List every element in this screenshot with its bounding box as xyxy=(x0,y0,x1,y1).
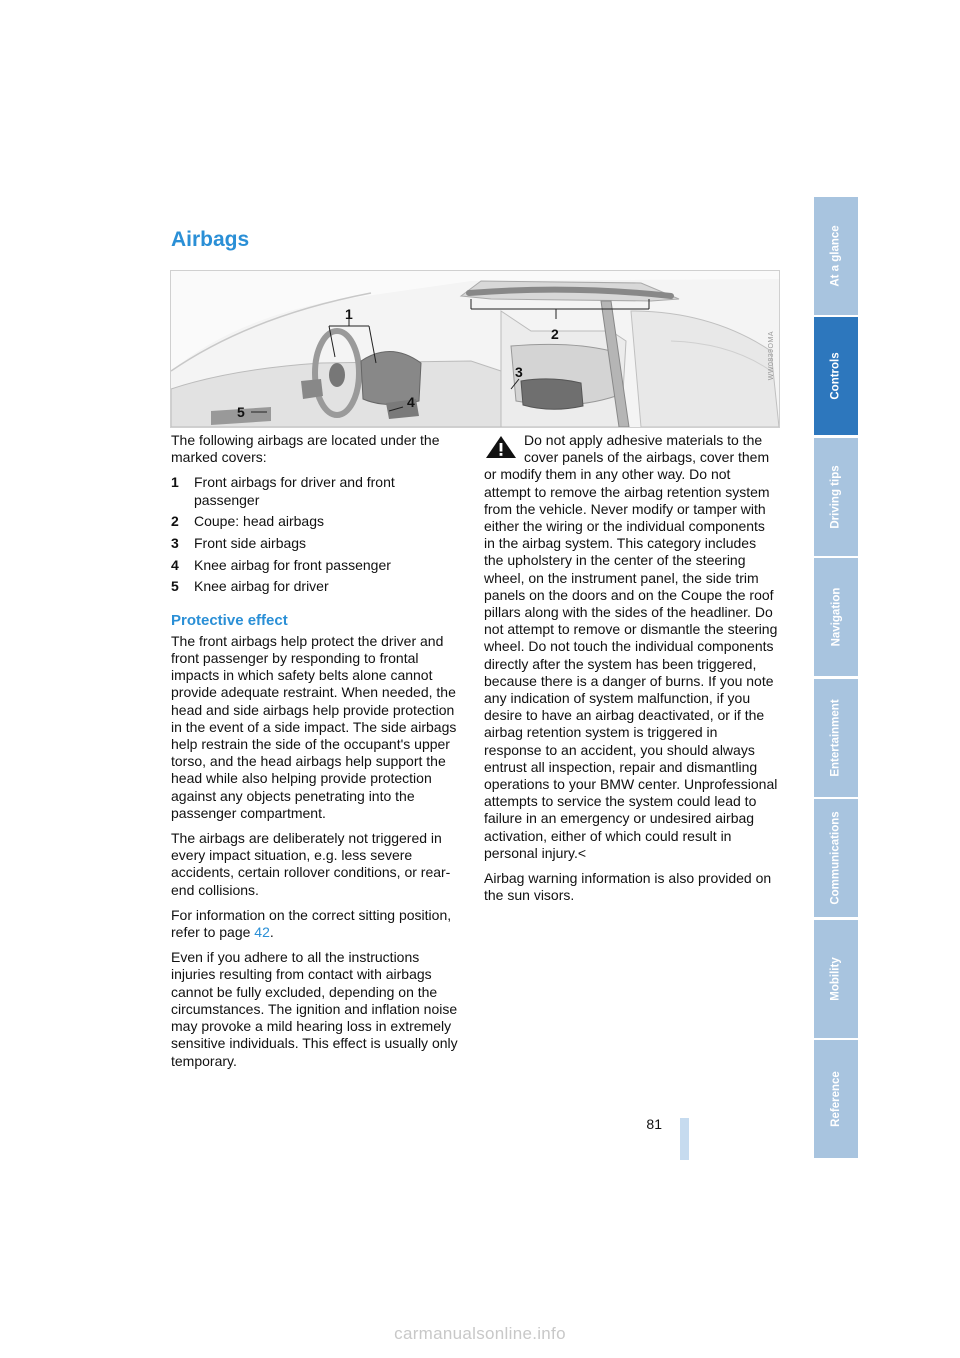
tab-navigation[interactable]: Navigation xyxy=(814,558,858,676)
tab-entertainment[interactable]: Entertainment xyxy=(814,679,858,797)
airbag-list xyxy=(171,474,463,595)
intro-paragraph: The following airbags are located under the marked covers: xyxy=(171,432,440,466)
tab-controls[interactable]: Controls xyxy=(814,317,858,435)
page-link[interactable]: 42 xyxy=(254,924,270,941)
airbag-locations-figure xyxy=(170,270,780,428)
body-paragraph: For information on the correct sitting position, refer to page 42. xyxy=(171,906,452,941)
list-item: 2 Coupe: head airbags xyxy=(171,513,324,530)
page-number-bar xyxy=(680,1118,689,1160)
figure-code: WW0839OMA xyxy=(768,331,775,381)
body-paragraph: Airbag warning information is also provided on the sun visors. xyxy=(484,870,772,904)
body-paragraph: The front airbags help protect the driver and front passenger by responding to frontal impacts in which safety belts alone cannot provide adequate restraint. When needed, the head and side airbags help provide protection in the event of a side impact. The side airbags help restrain the side of the occupant's upper torso, and the head airbags help support the head while also helping provide protection against any objects penetrating into the passenger compartment. xyxy=(171,632,457,821)
tab-reference[interactable]: Reference xyxy=(814,1040,858,1158)
body-paragraph: The airbags are deliberately not triggered in every impact situation, e.g. less severe accidents, certain rollover conditions, or rear-end collisions. xyxy=(171,830,451,898)
callout-3: 3 xyxy=(515,364,523,380)
list-item: 4 Knee airbag for front passenger xyxy=(171,556,391,573)
tab-driving-tips[interactable]: Driving tips xyxy=(814,438,858,556)
end-of-warning-marker: < xyxy=(577,844,587,861)
section-heading: Protective effect xyxy=(171,611,288,629)
list-item: 1 Front airbags for driver and front passenger xyxy=(171,474,395,508)
warning-triangle-icon xyxy=(484,434,518,460)
footer-watermark: carmanualsonline.info xyxy=(394,1324,566,1343)
chapter-sidebar xyxy=(814,197,858,1160)
callout-5: 5 xyxy=(237,404,245,420)
tab-communications[interactable]: Communications xyxy=(814,799,858,917)
left-column xyxy=(171,432,463,1078)
list-item: 5 Knee airbag for driver xyxy=(171,578,329,595)
car-interior-illustration xyxy=(171,271,779,427)
list-item: 3 Front side airbags xyxy=(171,535,307,552)
tab-mobility[interactable]: Mobility xyxy=(814,920,858,1038)
tab-at-a-glance[interactable]: At a glance xyxy=(814,197,858,315)
callout-2: 2 xyxy=(551,326,559,342)
callout-1: 1 xyxy=(345,306,353,322)
page-number: 81 xyxy=(646,1116,662,1132)
callout-4: 4 xyxy=(407,394,415,410)
page-title: Airbags xyxy=(171,228,250,251)
right-column xyxy=(484,432,778,912)
body-paragraph: Even if you adhere to all the instructions injuries resulting from contact with airbags cannot be fully excluded, depending on the circumstances. The ignition and inflation noise may provoke a mild hearing loss in extremely sensitive individuals. This effect is usually only temporary. xyxy=(171,949,458,1069)
warning-paragraph: Do not apply adhesive materials to the cover panels of the airbags, cover them or modify them in any other way. Do not attempt to remove the airbag retention system from the vehicle. Never modify or tamper with either the wiring or the individual components in the airbag system. This category includes the upholstery in the center of the steering wheel, on the instrument panel, the side trim panels on the doors and on the Coupe the roof pillars along with the sides of the headliner. Do not attempt to remove or dismantle the steering wheel. Do not touch the individual components directly after the system has been triggered, because there is a danger of burns. If you note any indication of system malfunction, if you desire to have an airbag deactivated, or if the airbag retention system is triggered in response to an accident, you should always entrust all inspection, repair and dismantling operations to your BMW center. Unprofessional attempts to service the system could lead to failure in an emergency or undesired airbag activation, either of which could result in personal injury.< xyxy=(484,432,778,861)
